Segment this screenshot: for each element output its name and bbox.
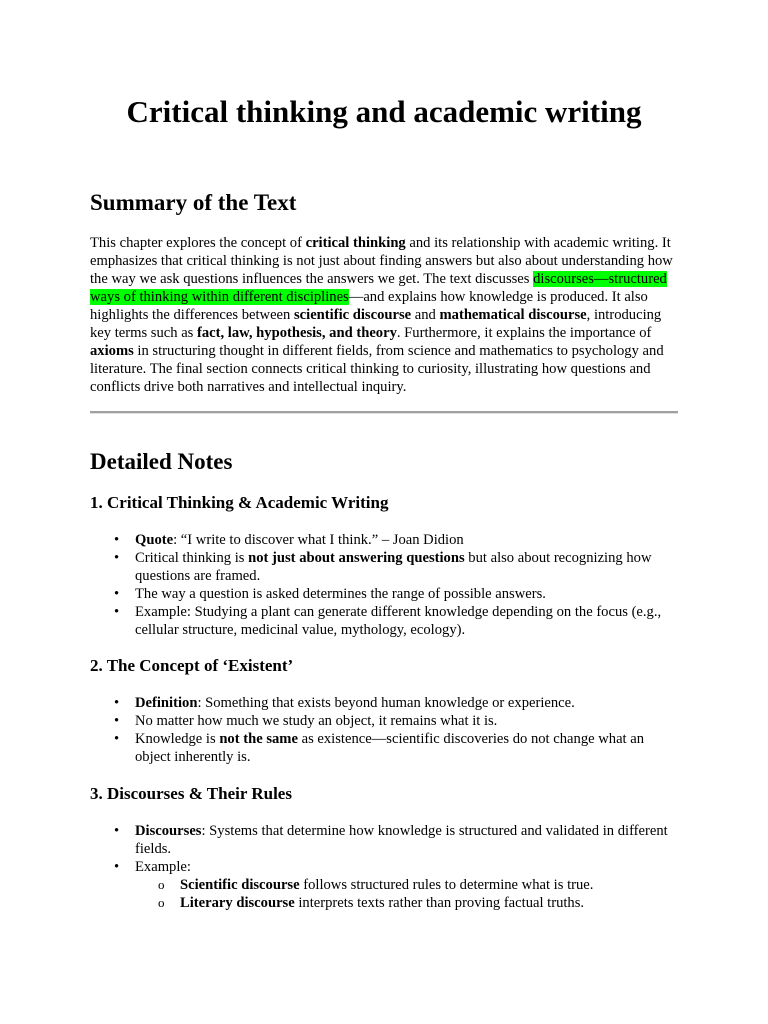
bullet-icon: • <box>114 604 120 620</box>
bullet-icon: • <box>114 713 120 729</box>
detailed-notes-heading: Detailed Notes <box>90 449 233 474</box>
bullet-icon: • <box>114 550 120 566</box>
item-text: : Something that exists beyond human knowledge or experience. <box>197 695 575 711</box>
item-text: The way a question is asked determines the range of possible answers. <box>135 586 546 602</box>
item-text: Example: <box>135 859 191 875</box>
item-label: Discourses <box>135 823 202 839</box>
list-item <box>90 694 678 712</box>
item-text: follows structured rules to determine what is true. <box>299 877 594 893</box>
item-text: interprets texts rather than proving factual truths. <box>294 895 585 911</box>
item-text: Critical thinking is <box>135 550 249 566</box>
summary-text: —and explains how knowledge is produced. It also highlights the differences between <box>90 289 648 323</box>
sublist-item <box>135 876 678 894</box>
section-2-list <box>90 694 678 766</box>
bullet-icon: • <box>114 695 120 711</box>
list-item <box>90 712 678 730</box>
summary-heading: Summary of the Text <box>90 190 297 215</box>
list-item <box>90 585 678 603</box>
bullet-icon: • <box>114 731 120 747</box>
bullet-icon: • <box>114 532 120 548</box>
item-text: Example: Studying a plant can generate different knowledge depending on the focus (e.g., cellular structure, medicinal value, mythology, ecology). <box>135 604 662 638</box>
summary-paragraph <box>90 234 680 396</box>
item-text: but also about recognizing how questions are framed. <box>135 550 652 584</box>
summary-text: and its relationship with academic writing. It emphasizes that critical thinking is not just about finding answers but also about understanding how the way we ask questions influences the answers we get. The text discusses <box>90 235 673 287</box>
item-label: Quote <box>135 532 174 548</box>
section-3-list <box>90 822 678 912</box>
section-1-list <box>90 531 678 639</box>
summary-text: , introducing key terms such as <box>90 307 662 341</box>
circle-bullet-icon: o <box>158 877 165 892</box>
highlighted-text: discourses—structured ways of thinking within different disciplines <box>90 271 667 305</box>
section-1-heading: 1. Critical Thinking & Academic Writing <box>90 493 389 512</box>
bold-term-scientific-discourse: scientific discourse <box>293 307 412 323</box>
list-item <box>90 730 678 766</box>
summary-text: This chapter explores the concept of <box>90 235 306 251</box>
item-text: : Systems that determine how knowledge is structured and validated in different fields. <box>135 823 668 857</box>
summary-text: . Furthermore, it explains the importance of <box>396 325 652 341</box>
document-title: Critical thinking and academic writing <box>126 94 642 129</box>
item-text: as existence—scientific discoveries do not change what an object inherently is. <box>135 731 645 765</box>
bullet-icon: • <box>114 859 120 875</box>
bold-term-critical-thinking: critical thinking <box>305 235 406 251</box>
bullet-icon: • <box>114 586 120 602</box>
bold-term-axioms: axioms <box>90 343 134 359</box>
item-text: : “I write to discover what I think.” – Joan Didion <box>173 532 464 548</box>
item-emphasis: not the same <box>219 731 298 747</box>
list-item <box>90 549 678 585</box>
list-item <box>90 822 678 858</box>
list-item <box>90 858 678 912</box>
example-sublist <box>135 876 678 912</box>
section-3-heading: 3. Discourses & Their Rules <box>90 784 292 803</box>
horizontal-divider <box>90 411 678 414</box>
bullet-icon: • <box>114 823 120 839</box>
section-2-heading: 2. The Concept of ‘Existent’ <box>90 656 294 675</box>
item-label: Definition <box>135 695 198 711</box>
sublist-item <box>135 894 678 912</box>
bold-term-key-terms: fact, law, hypothesis, and theory <box>197 325 397 341</box>
summary-text: and <box>411 307 440 323</box>
list-item <box>90 603 678 639</box>
list-item <box>90 531 678 549</box>
item-label: Scientific discourse <box>180 877 300 893</box>
item-label: Literary discourse <box>180 895 295 911</box>
circle-bullet-icon: o <box>158 895 165 910</box>
bold-term-mathematical-discourse: mathematical discourse <box>439 307 587 323</box>
summary-text: in structuring thought in different fields, from science and mathematics to psychology and literature. The final section connects critical thinking to curiosity, illustrating how questions and conflicts drive both narratives and intellectual inquiry. <box>90 343 664 395</box>
item-text: Knowledge is <box>135 731 220 747</box>
item-emphasis: not just about answering questions <box>248 550 465 566</box>
item-text: No matter how much we study an object, it remains what it is. <box>135 713 498 729</box>
